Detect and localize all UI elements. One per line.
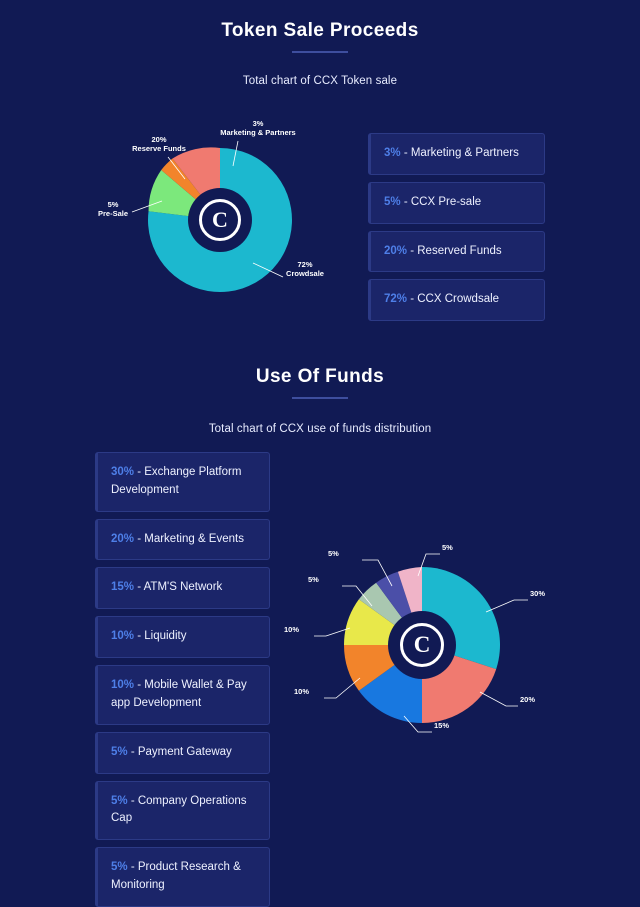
callout-crowdsale <box>278 260 332 279</box>
legend-item-product-research-monitoring[interactable] <box>95 847 270 907</box>
legend-item-reserved-funds[interactable] <box>368 231 545 273</box>
callout-15-percent: 15% <box>434 721 450 730</box>
token-sale-pie-chart <box>90 105 350 305</box>
title-divider <box>292 51 348 53</box>
leader-line-20 <box>480 692 518 706</box>
legend-item-payment-gateway[interactable] <box>95 732 270 774</box>
legend-pct: 15% <box>111 581 135 594</box>
legend-label: - Product Research & Monitoring <box>111 861 241 891</box>
section-subtitle-token-sale: Total chart of CCX Token sale <box>242 75 398 87</box>
legend-item-exchange-platform-development[interactable] <box>95 452 270 512</box>
legend-label: - ATM'S Network <box>134 581 223 594</box>
callout-10-percent-b: 10% <box>284 625 300 634</box>
section-subtitle-use-of-funds: Total chart of CCX use of funds distribution <box>208 423 432 435</box>
callout-reserve-name: Reserve Funds <box>132 144 186 154</box>
callout-reserve-pct: 20% <box>151 135 167 144</box>
ccx-logo: C <box>199 199 241 241</box>
leader-line-30 <box>486 600 528 612</box>
legend-item-mobile-wallet-pay-app-development[interactable] <box>95 665 270 725</box>
callout-10-percent-a: 10% <box>294 687 310 696</box>
callout-20-percent: 20% <box>520 695 536 704</box>
legend-label: - Liquidity <box>134 630 187 643</box>
legend-pct: 5% <box>111 861 128 874</box>
legend-label: - Exchange Platform Development <box>111 466 242 496</box>
legend-label: - Payment Gateway <box>127 745 232 758</box>
section-title-token-sale: Token Sale Proceeds <box>221 20 419 41</box>
callout-30-percent: 30% <box>530 589 546 598</box>
legend-item-atms-network[interactable] <box>95 567 270 609</box>
use-of-funds-pie-chart <box>284 530 580 760</box>
token-sale-section <box>0 0 640 306</box>
legend-item-marketing-partners[interactable] <box>368 133 545 175</box>
legend-item-marketing-events[interactable] <box>95 519 270 561</box>
legend-item-company-operations-cap[interactable] <box>95 781 270 841</box>
callout-marketing-pct: 3% <box>252 119 264 128</box>
callout-presale-name: Pre-Sale <box>97 209 129 219</box>
token-sale-legend <box>368 133 545 321</box>
callout-reserve-funds <box>118 135 200 154</box>
legend-item-liquidity[interactable] <box>95 616 270 658</box>
legend-label: - Marketing & Events <box>134 532 244 545</box>
legend-pct: 5% <box>111 745 128 758</box>
legend-label: - Reserved Funds <box>407 244 502 257</box>
legend-pct: 5% <box>384 195 401 208</box>
title-divider <box>292 397 348 399</box>
pie-hub-token-sale <box>188 188 252 252</box>
legend-pct: 5% <box>111 794 128 807</box>
legend-label: - CCX Crowdsale <box>407 293 500 306</box>
ccx-logo: C <box>400 623 444 667</box>
leader-line-10b <box>314 628 350 636</box>
legend-pct: 30% <box>111 466 135 478</box>
callout-5-percent-b: 5% <box>328 549 339 558</box>
legend-label: - Company Operations Cap <box>111 794 247 825</box>
callout-presale-pct: 5% <box>107 200 119 209</box>
legend-pct: 10% <box>111 630 135 643</box>
legend-pct: 20% <box>111 532 135 545</box>
legend-pct: 72% <box>384 293 408 306</box>
legend-pct: 10% <box>111 679 135 692</box>
legend-label: - Mobile Wallet & Pay app Development <box>111 679 247 709</box>
callout-marketing-partners <box>208 119 308 138</box>
pie-hub-use-of-funds <box>388 611 456 679</box>
legend-label: - CCX Pre-sale <box>400 195 482 208</box>
callout-5-percent-c: 5% <box>308 575 319 584</box>
legend-pct: 3% <box>384 147 401 159</box>
legend-item-ccx-pre-sale[interactable] <box>368 182 545 224</box>
callout-pre-sale <box>89 200 137 219</box>
section-title-use-of-funds: Use Of Funds <box>255 366 385 387</box>
callout-5-percent-a: 5% <box>442 543 453 552</box>
legend-item-ccx-crowdsale[interactable] <box>368 279 545 321</box>
callout-crowdsale-pct: 72% <box>297 260 313 269</box>
legend-pct: 20% <box>384 244 408 257</box>
legend-label: - Marketing & Partners <box>400 147 519 159</box>
use-of-funds-legend <box>95 452 270 907</box>
callout-marketing-name: Marketing & Partners <box>220 128 296 138</box>
use-of-funds-section <box>0 352 640 435</box>
callout-crowdsale-name: Crowdsale <box>286 269 324 279</box>
